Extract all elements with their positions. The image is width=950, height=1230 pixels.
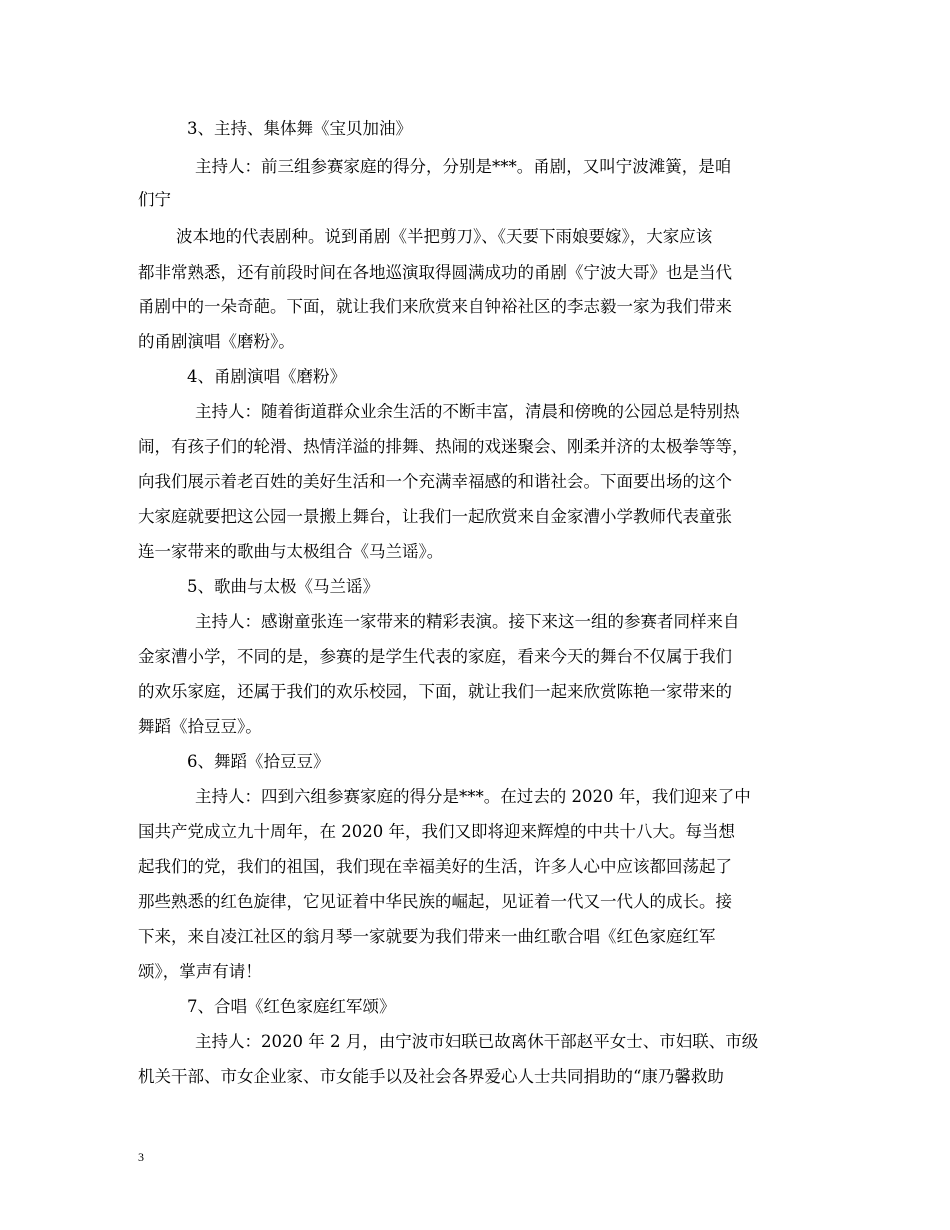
text-line: 大家庭就要把这公园一景搬上舞台，让我们一起欣赏来自金家漕小学教师代表童张: [138, 507, 732, 526]
text-line: 5、歌曲与太极《马兰谣》: [187, 577, 379, 596]
text-line: 颂》，掌声有请！: [138, 962, 262, 981]
text-line: 6、舞蹈《拾豆豆》: [187, 752, 330, 771]
text-line: 舞蹈《拾豆豆》。: [138, 717, 262, 736]
text-line: 甬剧中的一朵奇葩。下面，就让我们来欣赏来自钟裕社区的李志毅一家为我们带来: [138, 297, 732, 316]
page-number: 3: [138, 1150, 144, 1164]
text-line: 波本地的代表剧种。说到甬剧《半把剪刀》、《天要下雨娘要嫁》，大家应该: [176, 227, 713, 246]
text-line: 的欢乐家庭，还属于我们的欢乐校园，下面，就让我们一起来欣赏陈艳一家带来的: [138, 682, 732, 701]
text-line: 国共产党成立九十周年，在 2020 年，我们又即将迎来辉煌的中共十八大。每当想: [138, 822, 735, 841]
text-line: 主持人：感谢童张连一家带来的精彩表演。接下来这一组的参赛者同样来自: [195, 612, 740, 631]
text-line: 主持人：2020 年 2 月，由宁波市妇联已故离休干部赵平女士、市妇联、市级: [195, 1032, 759, 1051]
text-line: 主持人：四到六组参赛家庭的得分是***。在过去的 2020 年，我们迎来了中: [195, 787, 751, 806]
text-line: 的甬剧演唱《磨粉》。: [138, 332, 295, 351]
text-line: 们宁: [138, 190, 171, 209]
text-line: 机关干部、市女企业家、市女能手以及社会各界爱心人士共同捐助的“康乃馨救助: [138, 1067, 724, 1086]
text-line: 向我们展示着老百姓的美好生活和一个充满幸福感的和谐社会。下面要出场的这个: [138, 472, 732, 491]
text-line: 金家漕小学，不同的是，参赛的是学生代表的家庭，看来今天的舞台不仅属于我们: [138, 647, 732, 666]
text-line: 主持人：前三组参赛家庭的得分，分别是***。甬剧，又叫宁波滩簧，是咱: [195, 157, 732, 176]
text-line: 下来，来自凌江社区的翁月琴一家就要为我们带来一曲红歌合唱《红色家庭红军: [138, 927, 716, 946]
text-line: 都非常熟悉，还有前段时间在各地巡演取得圆满成功的甬剧《宁波大哥》也是当代: [138, 263, 732, 282]
text-line: 3、主持、集体舞《宝贝加油》: [187, 119, 412, 138]
text-line: 主持人：随着街道群众业余生活的不断丰富，清晨和傍晚的公园总是特别热: [195, 402, 740, 421]
text-line: 7、合唱《红色家庭红军颂》: [187, 997, 396, 1016]
text-line: 4、甬剧演唱《磨粉》: [187, 367, 346, 386]
text-line: 连一家带来的歌曲与太极组合《马兰谣》。: [138, 542, 444, 561]
text-line: 起我们的党，我们的祖国，我们现在幸福美好的生活，许多人心中应该都回荡起了: [138, 857, 732, 876]
text-line: 闹，有孩子们的轮滑、热情洋溢的排舞、热闹的戏迷聚会、刚柔并济的太极拳等等，: [138, 437, 749, 456]
text-line: 那些熟悉的红色旋律，它见证着中华民族的崛起，见证着一代又一代人的成长。接: [138, 892, 732, 911]
